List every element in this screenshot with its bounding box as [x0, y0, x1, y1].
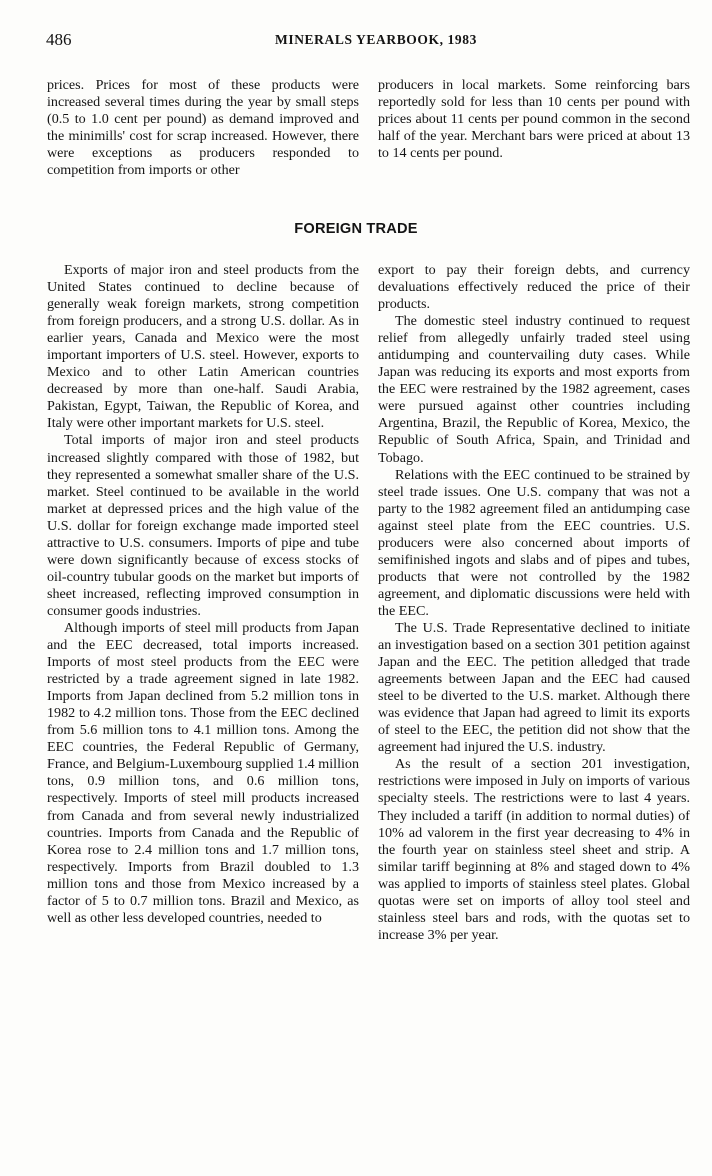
- left-column: [47, 262, 359, 927]
- top-left-paragraph: prices. Prices for most of these products were increased several times during the year by small steps (0.5 to 1.0 cent per pound) as demand improved and the minimills' cost for scrap increased. However, there were exceptions as producers responded to competition from imports or other: [47, 77, 359, 179]
- running-title: MINERALS YEARBOOK, 1983: [275, 32, 477, 47]
- paragraph-domestic-relief: The domestic steel industry continued to request relief from allegedly unfairly traded steel using antidumping and countervailing duty cases. While Japan was reducing its exports and most exports from the EEC were restrained by the 1982 agreement, cases were pursued against other countries including Argentina, Brazil, the Republic of Korea, Mexico, the Republic of South Africa, Spain, and Trinidad and Tobago.: [378, 313, 690, 466]
- paragraph-trade-representative: The U.S. Trade Representative declined to initiate an investigation based on a section 301 petition against Japan and the EEC. The petition alledged that trade agreements between Japan and the EEC had caused steel to be diverted to the U.S. market. Although there was evidence that Japan had agreed to limit its exports of steel to the EEC, the petition did not show that the agreement had injured the U.S. industry.: [378, 619, 690, 756]
- paragraph-continuation: export to pay their foreign debts, and currency devaluations effectively reduced the price of their products.: [378, 262, 690, 313]
- top-left-column: [47, 77, 359, 179]
- paragraph-exports: Exports of major iron and steel products from the United States continued to decline because of generally weak foreign markets, strong competition from foreign producers, and a strong U.S. dollar. As in earlier years, Canada and Mexico were the most important importers of U.S. steel. However, exports to Mexico and to other Latin American countries decreased by more than one-half. Saudi Arabia, Pakistan, Egypt, Taiwan, the Republic of Korea, and Italy were other important markets for U.S. steel.: [47, 262, 359, 432]
- section-heading: FOREIGN TRADE: [294, 221, 418, 237]
- top-right-paragraph: producers in local markets. Some reinforcing bars reportedly sold for less than 10 cents per pound with prices about 11 cents per pound common in the second half of the year. Merchant bars were priced at about 13 to 14 cents per pound.: [378, 77, 690, 162]
- paragraph-section-201: As the result of a section 201 investigation, restrictions were imposed in July on imports of various specialty steels. The restrictions were to last 4 years. They included a tariff (in addition to normal duties) of 10% ad valorem in the first year decreasing to 4% in the fourth year on stainless steel sheet and strip. A similar tariff beginning at 8% and staged down to 4% was applied to imports of stainless steel plates. Global quotas were set on imports of alloy tool steel and stainless steel bars and rods, with the quotas set to increase 3% per year.: [378, 756, 690, 943]
- page-header: [46, 30, 686, 52]
- paragraph-total-imports: Total imports of major iron and steel products increased slightly compared with those of 1982, but they represented a somewhat smaller share of the U.S. market. Steel continued to be available in the world market at depressed prices and the high value of the U.S. dollar for foreign exchange made imported steel attractive to U.S. consumers. Imports of pipe and tube were down significantly because of excess stocks of oil-country tubular goods on the market but imports of sheet increased, reflecting improved consumption in consumer goods industries.: [47, 432, 359, 619]
- paragraph-japan-eec-imports: Although imports of steel mill products from Japan and the EEC decreased, total imports increased. Imports of most steel products from the EEC were restricted by a trade agreement signed in late 1982. Imports from Japan declined from 5.2 million tons in 1982 to 4.2 million tons. Those from the EEC declined from 5.6 million tons to 4.1 million tons. Among the EEC countries, the Federal Republic of Germany, France, and Belgium-Luxembourg supplied 1.4 million tons, 0.9 million tons, and 0.6 million tons, respectively. Imports of steel mill products increased from Canada and from several newly industrialized countries. Imports from Canada and the Republic of Korea rose to 2.4 million tons and 1.7 million tons, respectively. Imports from Brazil doubled to 1.3 million tons and those from Mexico increased by a factor of 5 to 0.7 million tons. Brazil and Mexico, as well as other less developed countries, needed to: [47, 619, 359, 926]
- top-right-column: [378, 77, 690, 162]
- page-number: 486: [46, 30, 72, 49]
- paragraph-eec-relations: Relations with the EEC continued to be strained by steel trade issues. One U.S. company that was not a party to the 1982 agreement filed an antidumping case against steel plate from the EEC countries. U.S. producers were also concerned about imports of semifinished ingots and slabs and of pipes and tubes, products that were not controlled by the 1982 agreement, and diplomatic discussions were held with the EEC.: [378, 466, 690, 619]
- right-column: [378, 262, 690, 944]
